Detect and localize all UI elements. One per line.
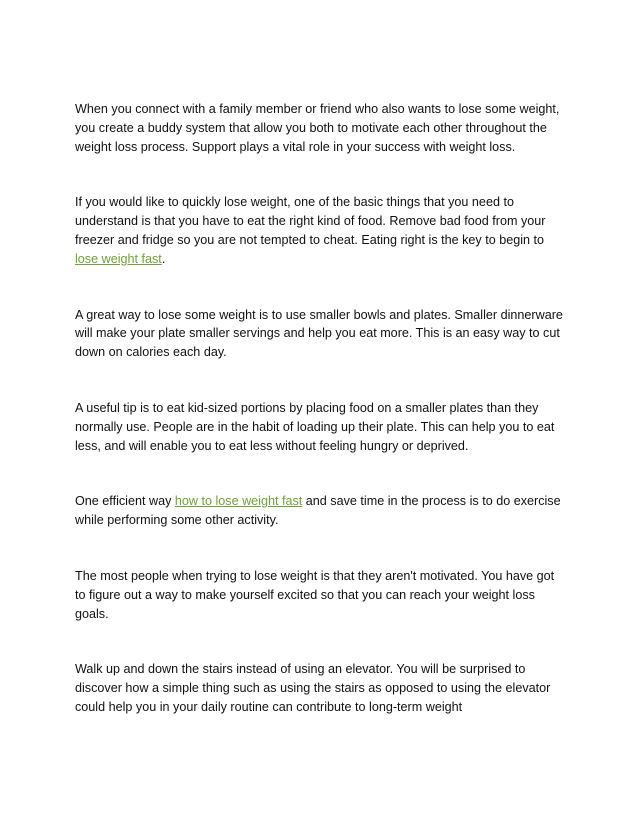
paragraph-smaller-plates (75, 306, 567, 362)
paragraph-text: When you connect with a family member or friend who also wants to lose some weight, you create a buddy system that allow you both to motivate each other throughout the weight loss process. Support plays a vital role in your success with weight loss. (75, 102, 560, 154)
paragraph-text-after-link: . (161, 251, 166, 266)
paragraph-text-before-link: One efficient way (75, 494, 175, 509)
paragraph-text: A great way to lose some weight is to use smaller bowls and plates. Smaller dinnerware will make your plate smaller servings and help you eat more. This is an easy way to cut down on calories each day. (75, 307, 563, 360)
paragraph-text: A useful tip is to eat kid-sized portions by placing food on a smaller plates than they normally use. People are in the habit of loading up their plate. This can help you to eat less, and will enable you to eat less without feeling hungry or deprived. (75, 400, 555, 453)
how-to-lose-weight-fast-link[interactable]: how to lose weight fast (174, 494, 303, 509)
paragraph-text: Walk up and down the stairs instead of using an elevator. You will be surprised to discover how a simple thing such as using the stairs as opposed to using the elevator could help you in your daily routine can contribute to long-term weight (75, 662, 551, 714)
lose-weight-fast-link[interactable]: lose weight fast (75, 251, 162, 266)
paragraph-exercise (75, 492, 567, 530)
paragraph-right-food (75, 193, 567, 268)
paragraph-text-after-link: and save time in the process is to do exercise while performing some other activity. (75, 494, 561, 528)
paragraph-motivation (75, 567, 567, 623)
paragraph-text-before-link: If you would like to quickly lose weight, one of the basic things that you need to understand is that you have to eat the right kind of food. Remove bad food from your freezer and fridge so you are not tempted to cheat. Eating right is the key to begin to (75, 195, 546, 247)
paragraph-text: The most people when trying to lose weight is that they aren't motivated. You have got to figure out a way to make yourself excited so that you can reach your weight loss goals. (75, 568, 555, 621)
paragraph-buddy-system (75, 100, 567, 156)
paragraph-kid-portions (75, 399, 567, 455)
document-body (75, 100, 567, 754)
paragraph-stairs (75, 660, 567, 716)
